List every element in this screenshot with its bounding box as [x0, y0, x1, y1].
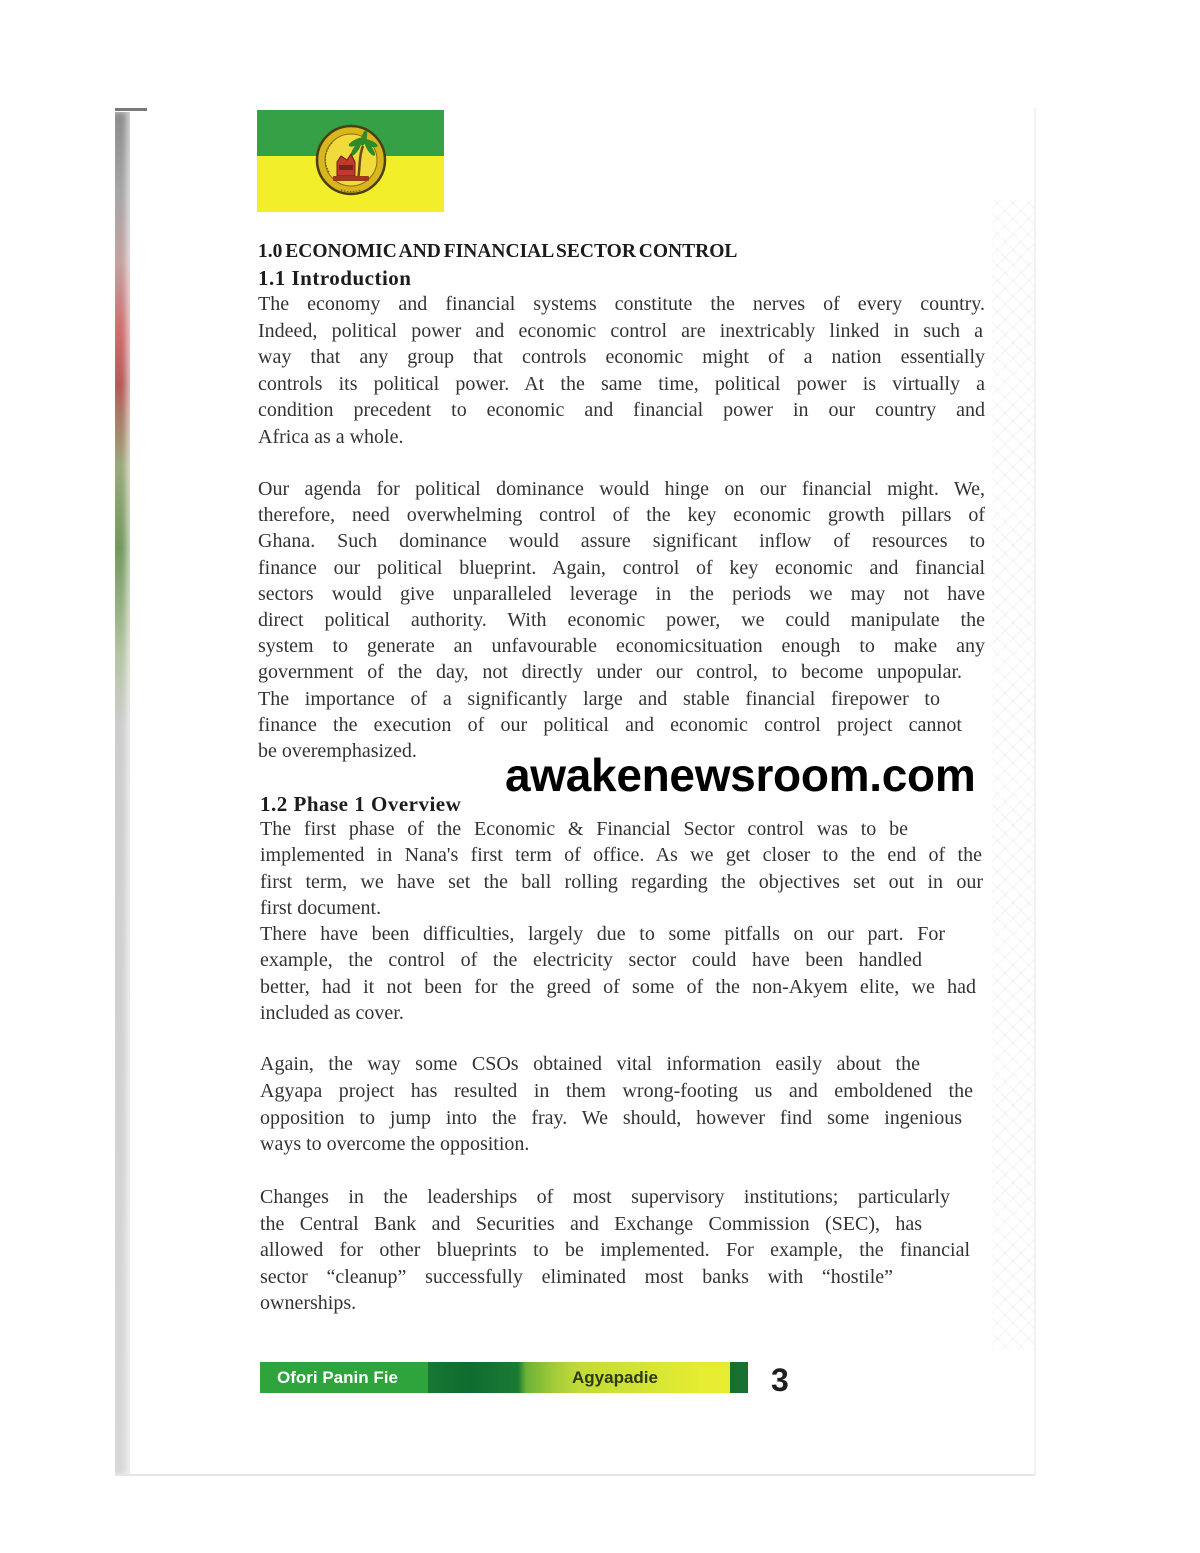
text-line: ways to overcome the opposition.	[260, 1133, 530, 1156]
watermark-text: awakenewsroom.com	[505, 749, 976, 801]
text-line: first term, we have set the ball rolling regarding the objectives set out in our	[260, 870, 983, 893]
text-line: opposition to jump into the fray. We should, however find some ingenious	[260, 1106, 962, 1129]
text-line: direct political authority. With economic power, we could manipulate the	[258, 609, 985, 632]
text-line: Again, the way some CSOs obtained vital information easily about the	[260, 1053, 920, 1075]
text-line: finance our political blueprint. Again, control of key economic and financial	[258, 556, 985, 579]
party-flag	[257, 110, 444, 212]
scan-edge-tick	[115, 108, 147, 111]
text-line: first document.	[260, 896, 382, 919]
text-line: system to generate an unfavourable economicsituation enough to make any	[258, 635, 985, 658]
party-emblem	[257, 110, 444, 212]
text-line: Changes in the leaderships of most supervisory institutions; particularly	[260, 1186, 950, 1208]
scan-edge-bottom	[115, 1474, 1036, 1476]
paragraph	[260, 1051, 973, 1158]
emblem-ground	[333, 176, 369, 181]
emblem-figure-band	[339, 165, 353, 170]
paragraph	[260, 816, 983, 1026]
text-line: government of the day, not directly under our control, to become unpopular.	[258, 661, 962, 684]
text-line: implemented in Nana's first term of office. As we get closer to the end of the	[260, 844, 982, 867]
text-line: Indeed, political power and economic control are inextricably linked in such a	[258, 319, 983, 342]
text-line: allowed for other blueprints to be implemented. For example, the financial	[260, 1239, 970, 1261]
paragraph	[258, 476, 985, 764]
text-line: Agyapa project has resulted in them wrong-footing us and emboldened the	[260, 1079, 973, 1102]
page-edge-ornament	[992, 200, 1034, 1350]
page-number: 3	[771, 1362, 789, 1398]
text-line: better, had it not been for the greed of some of the non-Akyem elite, we had	[260, 975, 976, 998]
text-line: sector “cleanup” successfully eliminated most banks with “hostile”	[260, 1265, 893, 1288]
text-line: controls its political power. At the same time, political power is virtually a	[258, 372, 985, 395]
text-line: finance the execution of our political and economic control project cannot	[258, 713, 962, 736]
phase-overview-subheading: 1.2 Phase 1 Overview	[260, 792, 462, 816]
text-line: Ghana. Such dominance would assure significant inflow of resources to	[258, 530, 985, 553]
footer-bar	[260, 1362, 748, 1393]
text-line: example, the control of the electricity sector could have been handled	[260, 949, 922, 972]
text-line: Africa as a whole.	[258, 425, 404, 448]
paragraph	[258, 291, 985, 450]
scan-edge-right	[1034, 108, 1036, 1476]
text-line: included as cover.	[260, 1002, 404, 1025]
text-line: therefore, need overwhelming control of the key economic growth pillars of	[258, 504, 985, 527]
text-line: sectors would give unparalleled leverage in the periods we may not have	[258, 582, 985, 605]
text-line: There have been difficulties, largely due to some pitfalls on our part. For	[260, 923, 945, 946]
introduction-subheading: 1.1 Introduction	[258, 266, 412, 290]
text-line: ownerships.	[260, 1292, 357, 1314]
footer-left-label: Ofori Panin Fie	[277, 1368, 398, 1387]
section-heading: 1.0 ECONOMIC AND FINANCIAL SECTOR CONTROL	[258, 241, 738, 262]
footer-right-label: Agyapadie	[572, 1368, 658, 1387]
text-line: way that any group that controls economic might of a nation essentially	[258, 346, 985, 368]
paragraph	[260, 1184, 970, 1317]
text-line: The importance of a significantly large and stable financial firepower to	[258, 687, 940, 710]
text-line: The first phase of the Economic & Financial Sector control was to be	[260, 818, 908, 840]
text-line: The economy and financial systems constitute the nerves of every country.	[258, 293, 985, 315]
text-line: the Central Bank and Securities and Exchange Commission (SEC), has	[260, 1212, 922, 1235]
text-line: condition precedent to economic and financial power in our country and	[258, 399, 985, 421]
text-line: be overemphasized.	[258, 740, 417, 763]
text-line: Our agenda for political dominance would hinge on our financial might. We,	[258, 478, 985, 500]
scan-edge-left	[115, 112, 130, 1475]
